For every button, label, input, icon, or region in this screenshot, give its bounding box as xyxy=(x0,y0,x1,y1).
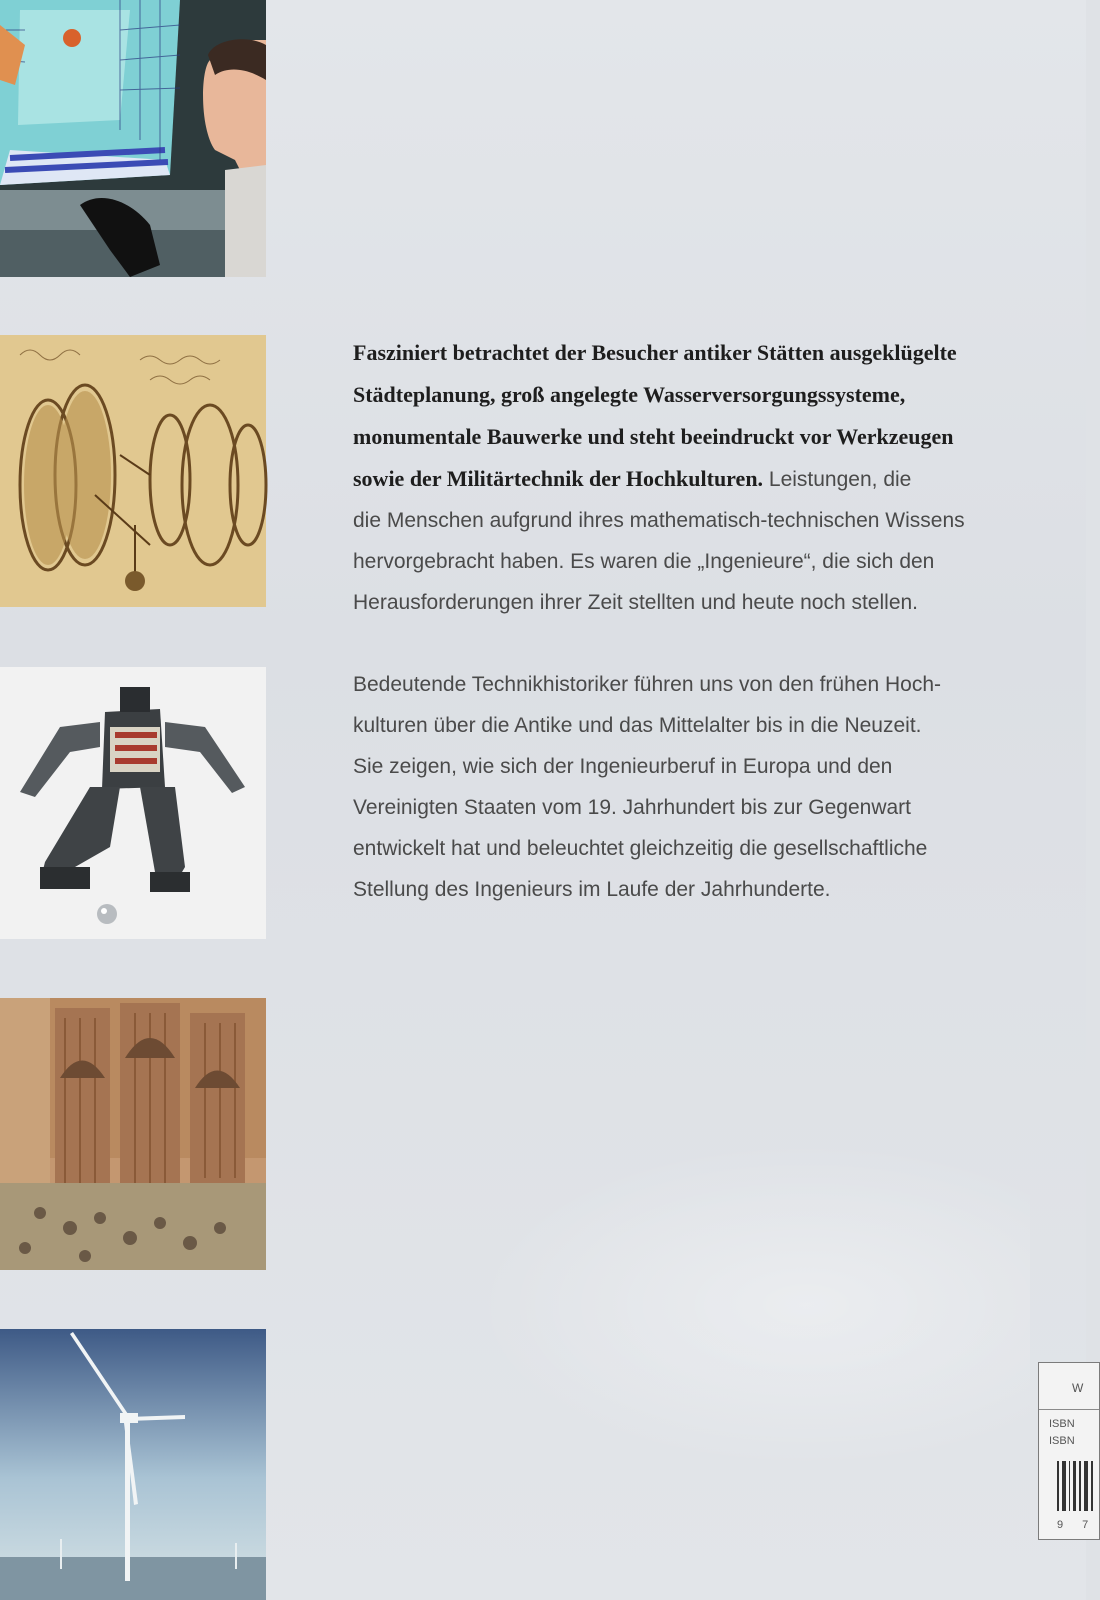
back-cover-text xyxy=(353,332,1073,910)
body-line-1: Bedeutende Technikhistoriker führen uns von den frühen Hoch- xyxy=(353,673,941,696)
isbn-lines xyxy=(1039,1416,1099,1450)
photo-strip xyxy=(0,0,266,1600)
barcode-digits: 9 7 xyxy=(1057,1519,1097,1531)
barcode-header-text: W xyxy=(1072,1381,1084,1395)
virtual-reality-photo xyxy=(0,0,266,277)
intro-bold-line-4: sowie der Militärtechnik der Hochkulturen. xyxy=(353,466,764,491)
leonardo-sketch-image xyxy=(0,335,266,607)
body-paragraph xyxy=(353,664,1073,910)
shrink-wrap-glare xyxy=(470,1140,1030,1470)
intro-regular-line-2: hervorgebracht haben. Es waren die „Ingenieure“, die sich den xyxy=(353,550,935,573)
intro-bold-line-3: monumentale Bauwerke und steht beeindruckt vor Werkzeugen xyxy=(353,424,954,449)
body-line-3: Sie zeigen, wie sich der Ingenieurberuf in Europa und den xyxy=(353,755,893,778)
body-line-5: entwickelt hat und beleuchtet gleichzeitig die gesellschaftliche xyxy=(353,837,928,860)
isbn-line-1: ISBN xyxy=(1049,1418,1075,1430)
humanoid-robot-photo xyxy=(0,667,266,939)
body-line-2: kulturen über die Antike und das Mittelalter bis in die Neuzeit. xyxy=(353,714,922,737)
barcode-header xyxy=(1039,1363,1099,1410)
intro-regular-tail: Leistungen, die xyxy=(763,468,912,491)
intro-regular-line-1: die Menschen aufgrund ihres mathematisch-technischen Wissens xyxy=(353,509,965,532)
isbn-line-2: ISBN xyxy=(1049,1435,1075,1447)
wind-turbine-photo xyxy=(0,1329,266,1600)
intro-regular-line-3: Herausforderungen ihrer Zeit stellten und heute noch stellen. xyxy=(353,591,919,614)
isbn-barcode-label xyxy=(1038,1362,1100,1540)
body-line-4: Vereinigten Staaten vom 19. Jahrhundert bis zur Gegenwart xyxy=(353,796,911,819)
barcode-bars xyxy=(1057,1461,1097,1511)
intro-bold-line-1: Fasziniert betrachtet der Besucher antiker Stätten ausgeklügelte xyxy=(353,340,957,365)
body-line-6: Stellung des Ingenieurs im Laufe der Jahrhunderte. xyxy=(353,878,831,901)
intro-paragraph xyxy=(353,332,1073,623)
intro-bold-line-2: Städteplanung, groß angelegte Wasserversorgungssysteme, xyxy=(353,382,906,407)
cathedral-painting-image xyxy=(0,998,266,1270)
